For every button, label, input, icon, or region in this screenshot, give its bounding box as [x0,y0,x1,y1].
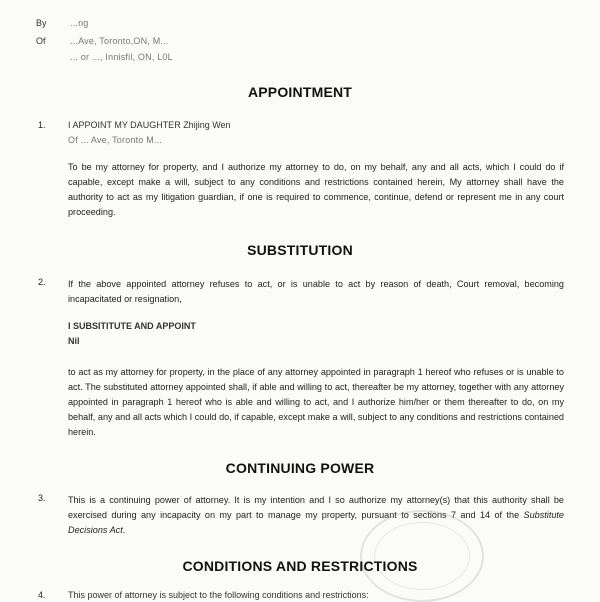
act-name: Substitute Decisions Act [68,510,564,535]
of-address-line-1: ...Ave, Toronto,ON, M... [70,36,169,46]
notary-seal-watermark [360,510,484,602]
continuing-power-paragraph [68,493,564,538]
clause-number-3: 3. [38,493,46,503]
clause-number-1: 1. [38,120,46,130]
by-label: By [36,18,47,28]
substitute-appoint-label: I SUBSITITUTE AND APPOINT [68,321,196,331]
appointment-address: Of ... Ave, Toronto M... [68,135,163,145]
substitution-heading: SUBSTITUTION [247,242,353,258]
clause-number-2: 2. [38,277,46,287]
by-value: ...ng [70,18,89,28]
conditions-heading: CONDITIONS AND RESTRICTIONS [182,558,418,574]
appointment-heading: APPOINTMENT [247,84,353,100]
conditions-paragraph: This power of attorney is subject to the following conditions and restrictions: [68,590,369,600]
substitute-appoint-value: Nil [68,336,80,346]
clause-number-4: 4. [38,590,46,600]
of-address-line-2: ... or ..., Innisfil, ON, L0L [70,52,173,62]
substitution-paragraph: to act as my attorney for property, in the place of any attorney appointed in paragraph 1 hereof who refuses or is unable to act. The substituted attorney appointed shall, if able and willing to act, thereafter be my attorney, together with any attorney appointed in paragraph 1 hereof who is able and willing to act, and I authorize him/her or them thereafter to do, on my behalf, any and all acts which I could do, if capable, except make a will, subject to any conditions and restrictions contained herein. [68,367,564,437]
continuing-paragraph-text: This is a continuing power of attorney. It is my intention and I so authorize my attorney(s) that this authority shall be exercised during any incapacity on my part to manage my property, pursuant to sections 7 and 14 of the [68,495,564,520]
appointment-paragraph: To be my attorney for property, and I authorize my attorney to do, on my behalf, any and all acts, which I could do if capable, except make a will, subject to any conditions and restrictions contained herein, My attorney shall have the authority to act as my litigation guardian, if one is required to commence, continue, defend or represent me in any court proceeding. [68,162,564,217]
appointment-lead: I APPOINT MY DAUGHTER Zhijing Wen [68,120,231,130]
continuing-power-heading: CONTINUING POWER [225,460,375,476]
substitution-intro: If the above appointed attorney refuses to act, or is unable to act by reason of death, Court removal, becoming incapacitated or resignation, [68,279,564,304]
of-label: Of [36,36,46,46]
continuing-period: . [122,525,126,535]
